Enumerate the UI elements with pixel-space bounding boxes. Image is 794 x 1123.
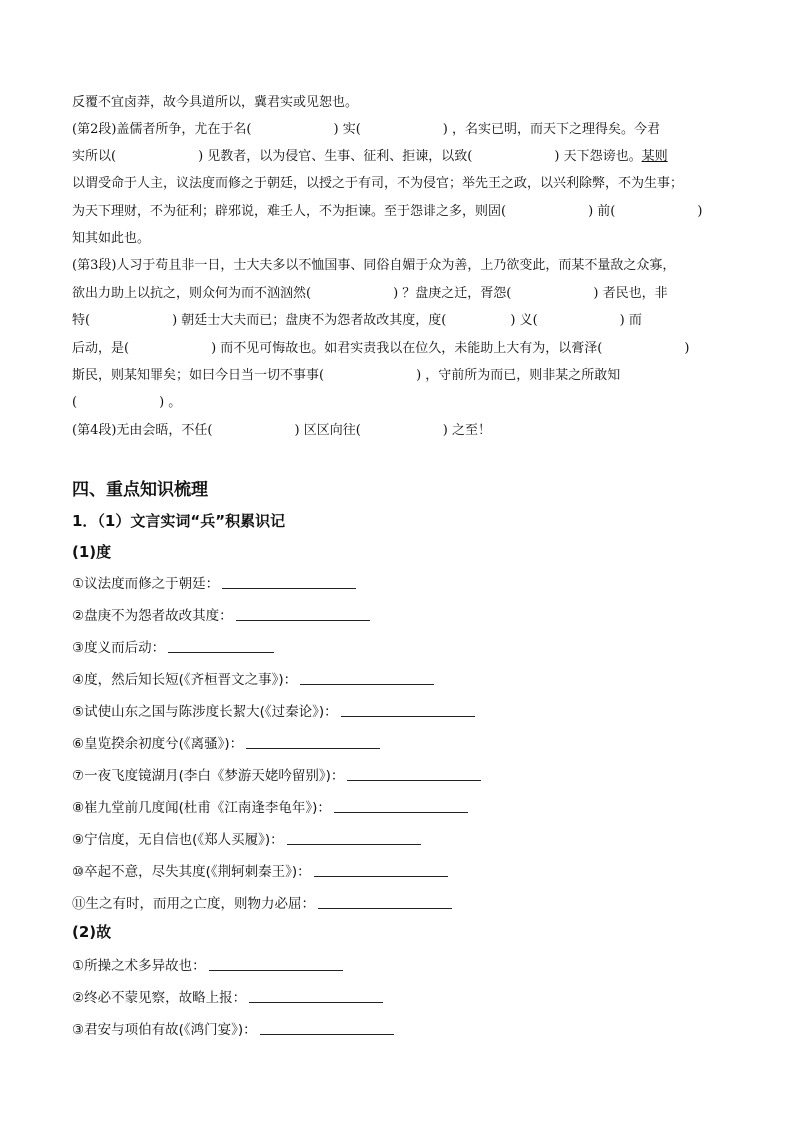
exercise-prompt: ③君安与项伯有故(《鸿门宴》)： (72, 1022, 257, 1038)
answer-line[interactable] (347, 779, 481, 781)
subsection-title: 1．（1）文言实词“兵”积累识记 (72, 512, 286, 530)
passage-text: ) 而 (619, 313, 642, 328)
exercise-item (72, 700, 475, 720)
answer-line[interactable] (246, 747, 380, 749)
passage-line (72, 280, 722, 307)
passage-text: ) 之至！ (442, 423, 491, 438)
passage-text: ( (72, 395, 78, 410)
exercise-prompt: ②盘庚不为怨者故改其度： (72, 608, 233, 624)
answer-line[interactable] (341, 715, 475, 717)
section-title: 四、重点知识梳理 (72, 480, 208, 500)
exercise-item (72, 892, 452, 912)
passage-text: 后动，是( (72, 341, 130, 356)
answer-line[interactable] (168, 651, 274, 653)
passage-text: 以谓受命于人主，议法度而修之于朝廷，以授之于有司，不为侵官；举先王之政，以兴利除弊，不为生事； (72, 176, 684, 191)
exercise-item (72, 732, 380, 752)
passage-text: ) 者民也，非 (593, 286, 668, 301)
passage-text: ) 实( (333, 122, 361, 137)
exercise-prompt: ⑦一夜飞度镜湖月(李白《梦游天姥吟留别》)： (72, 768, 345, 784)
passage-text: ) 天下怨谤也。 (554, 149, 642, 164)
passage-text: ) 。 (159, 395, 182, 410)
passage-text: 反覆不宜卤莽，故今具道所以，冀君实或见恕也。 (72, 95, 359, 110)
passage-text: ) 朝廷士大夫而已；盘庚不为怨者故改其度，度( (172, 313, 447, 328)
passage-text: (第4段)无由会晤，不任( (72, 423, 213, 438)
passage-text: 实所以( (72, 149, 117, 164)
answer-line[interactable] (314, 875, 448, 877)
passage-text: ) 而不见可悔故也。如君实责我以在位久，未能助上大有为，以膏泽( (211, 341, 603, 356)
exercise-prompt: ②终必不蒙见察，故略上报： (72, 990, 247, 1006)
answer-line[interactable] (222, 587, 356, 589)
exercise-prompt: ④度，然后知长短(《齐桓晋文之事》)： (72, 672, 298, 688)
answer-line[interactable] (249, 1001, 383, 1003)
passage-text: ) ？盘庚之迁，胥怨( (393, 286, 512, 301)
passage-line (72, 417, 722, 444)
exercise-item (72, 986, 383, 1006)
passage-line (72, 198, 722, 225)
exercise-item (72, 604, 370, 624)
underlined-text: 某则 (641, 149, 668, 164)
passage-line (72, 89, 722, 116)
exercise-prompt: ⑤试使山东之国与陈涉度长絜大(《过秦论》)： (72, 704, 338, 720)
passage-line (72, 116, 722, 143)
answer-line[interactable] (260, 1033, 394, 1035)
passage-text: ) 义( (510, 313, 538, 328)
passage-text: ) 见教者，以为侵官、生事、征利、拒谏，以致( (198, 149, 473, 164)
passage-text: (第2段)盖儒者所争，尤在于名( (72, 122, 252, 137)
exercise-item (72, 668, 434, 688)
passage-line (72, 225, 722, 252)
passage-text: 特( (72, 313, 91, 328)
exercise-item (72, 764, 481, 784)
exercise-item (72, 1018, 394, 1038)
passage-line (72, 307, 722, 334)
answer-line[interactable] (209, 969, 343, 971)
exercise-item (72, 860, 448, 880)
exercise-item (72, 954, 343, 974)
passage-text: (第3段)人习于苟且非一日，士大夫多以不恤国事、同俗自媚于众为善，上乃欲变此，而某不量敌之众寡， (72, 258, 676, 273)
passage-line (72, 170, 722, 197)
answer-line[interactable] (334, 811, 468, 813)
exercise-prompt: ⑨宁信度，无自信也(《郑人买履》)： (72, 832, 284, 848)
passage-text: ) (684, 341, 690, 356)
passage-line (72, 335, 722, 362)
exercise-prompt: ⑧崔九堂前几度闻(杜甫《江南逢李龟年》)： (72, 800, 331, 816)
exercise-prompt: ⑪生之有时，而用之亡度，则物力必屈： (72, 896, 315, 912)
exercise-item (72, 828, 421, 848)
answer-line[interactable] (300, 683, 434, 685)
passage-text: 知其如此也。 (72, 231, 151, 246)
exercise-prompt: ①所操之术多异故也： (72, 958, 206, 974)
passage-text: ) 区区向往( (294, 423, 361, 438)
exercise-prompt: ⑩卒起不意，尽失其度(《荆轲刺秦王》)： (72, 864, 311, 880)
answer-line[interactable] (287, 843, 421, 845)
passage-text: ) (697, 204, 703, 219)
group-title-gu: (2)故 (72, 923, 112, 941)
answer-line[interactable] (318, 907, 452, 909)
exercise-prompt: ①议法度而修之于朝廷： (72, 576, 220, 592)
passage-text: 斯民，则某知罪矣；如曰今日当一切不事事( (72, 368, 325, 383)
passage-line (72, 389, 722, 416)
passage-line (72, 362, 722, 389)
passage-text: ) 前( (588, 204, 616, 219)
exercise-item (72, 636, 274, 656)
passage-text: ) ，守前所为而已，则非某之所敢知 (416, 368, 621, 383)
passage-line (72, 143, 722, 170)
group-title-du: (1)度 (72, 543, 112, 561)
passage-text: ) ，名实已明，而天下之理得矣。今君 (442, 122, 660, 137)
exercise-prompt: ③度义而后动： (72, 640, 166, 656)
exercise-prompt: ⑥皇览揆余初度兮(《离骚》)： (72, 736, 244, 752)
exercise-item (72, 572, 356, 592)
exercise-item (72, 796, 468, 816)
passage-text: 为天下理财，不为征利；辟邪说，难壬人，不为拒谏。至于怨诽之多，则固( (72, 204, 507, 219)
passage-text: 欲出力助上以抗之，则众何为而不汹汹然( (72, 286, 312, 301)
passage-line (72, 252, 722, 279)
answer-line[interactable] (236, 619, 370, 621)
